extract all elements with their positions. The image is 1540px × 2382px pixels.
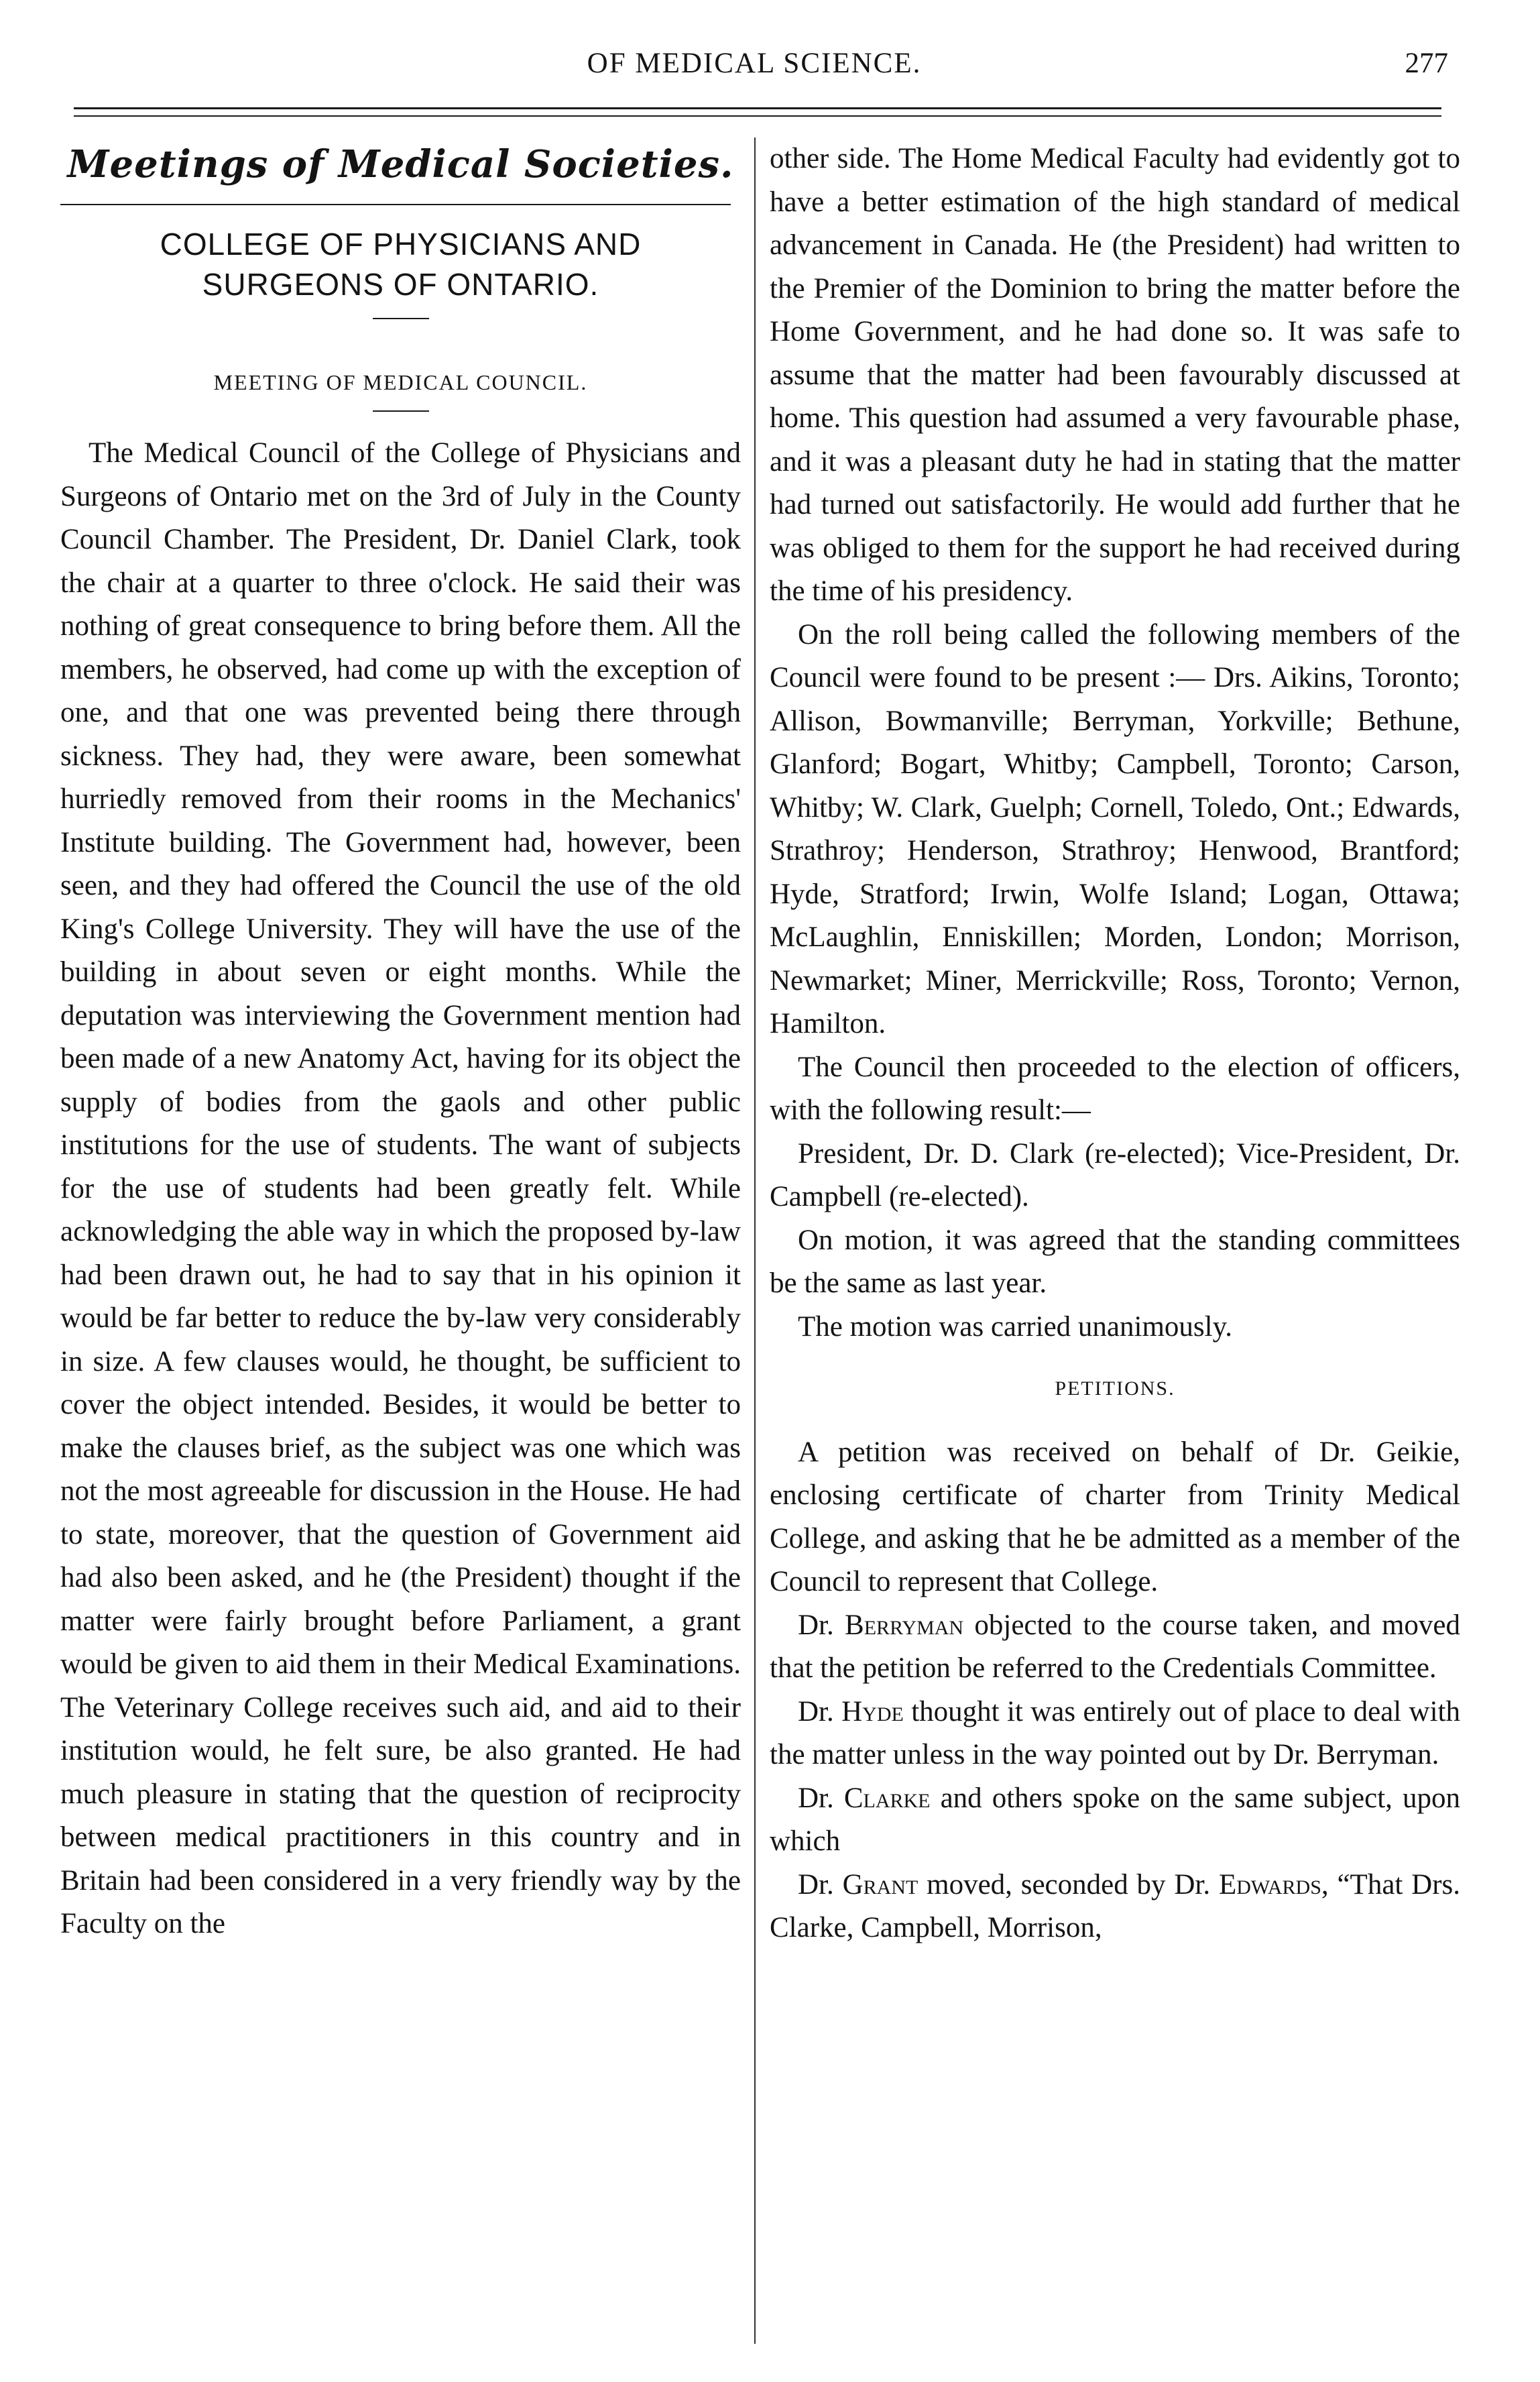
- paragraph: other side. The Home Medical Faculty had evidently got to have a better estimation of the high standard of medical advancement in Canada. He (the President) had written to the Premier of the Dominion to bring the matter before the Home Government, and he had done so. It was safe to assume that the matter had been favourably discussed at home. This question had assumed a very favourable phase, and it was a pleasant duty he had in stating that the matter had turned out satisfactorily. He would add further that he was obliged to them for the support he had received during the time of his presidency.: [770, 143, 1460, 607]
- paragraph: [770, 1777, 1460, 1864]
- column-divider: [754, 137, 756, 2344]
- short-rule: [373, 410, 429, 412]
- prefix: Dr.: [798, 1782, 834, 1814]
- paragraph-text: objected to the course taken, and moved that the petition be referred to the Credentials Committee.: [770, 1609, 1460, 1684]
- paragraph: The motion was carried unanimously.: [798, 1310, 1233, 1343]
- petitions-heading: PETITIONS.: [1055, 1377, 1175, 1400]
- left-column: [60, 137, 741, 1946]
- prefix: Dr.: [798, 1609, 834, 1641]
- section-heading: Meetings of Medical Societies.: [67, 142, 734, 186]
- speaker-name: Grant: [842, 1868, 919, 1901]
- paragraph: On motion, it was agreed that the standing committees be the same as last year.: [770, 1224, 1460, 1299]
- page-header: [60, 47, 1448, 87]
- speaker-name: Berryman: [845, 1609, 964, 1641]
- section-heading-rule: [60, 204, 731, 205]
- header-rule-top: [74, 107, 1441, 109]
- speaker-name: Clarke: [843, 1782, 931, 1814]
- prefix: Dr.: [798, 1695, 834, 1727]
- right-column: [770, 137, 1460, 1950]
- paragraph: The Council then proceeded to the election of officers, with the following result:—: [770, 1051, 1460, 1126]
- header-rule-bottom: [74, 115, 1441, 117]
- page-number: 277: [1405, 48, 1448, 79]
- meeting-title: MEETING OF MEDICAL COUNCIL.: [213, 370, 588, 394]
- speaker-name: Hyde: [841, 1695, 904, 1727]
- paragraph: The Medical Council of the College of Physicians and Surgeons of Ontario met on the 3rd of July in the County Council Chamber. The President, Dr. Daniel Clark, took the chair at a quarter to three o'clock. He said their was nothing of great consequence to bring before them. All the members, he observed, had come up with the exception of one, and that one was prevented being there through sickness. They had, they were aware, been somewhat hurriedly removed from their rooms in the Mechanics' Institute building. The Government had, however, been seen, and they had offered the Council the use of the old King's College University. They will have the use of the building in about seven or eight months. While the deputation was interviewing the Government mention had been made of a new Anatomy Act, having for its object the supply of bodies from the gaols and other public institutions for the use of students. The want of subjects for the use of students had been greatly felt. While acknowledging the able way in which the proposed by-law had been drawn out, he had to say that in his opinion it would be far better to reduce the by-law very considerably in size. A few clauses would, he thought, be sufficient to cover the object intended. Besides, it would be better to make the clauses brief, as the subject was one which was not the most agreeable for discussion in the House. He had to state, moreover, that the question of Government aid had also been asked, and he (the President) thought if the matter were fairly brought before Parliament, a grant would be given to aid them in their Medical Examinations. The Veterinary College receives such aid, and aid to their institution would, he felt sure, be also granted. He had much pleasure in stating that the question of reciprocity between medical practitioners in this country and in Britain had been considered in a very friendly way by the Faculty on the: [60, 437, 741, 1939]
- paragraph-text: thought it was entirely out of place to deal with the matter unless in the way pointed out by Dr. Berryman.: [770, 1695, 1461, 1770]
- college-name-line1: COLLEGE OF PHYSICIANS AND: [160, 226, 642, 262]
- paragraph-text: “That Drs. Clarke, Campbell, Morrison,: [770, 1868, 1461, 1943]
- paragraph: A petition was received on behalf of Dr. Geikie, enclosing certificate of charter from Trinity Medical College, and asking that he be admitted as a member of the Council to represent that College.: [770, 1436, 1460, 1597]
- paragraph: President, Dr. D. Clark (re-elected); Vice-President, Dr. Campbell (re-elected).: [770, 1137, 1460, 1212]
- running-head: OF MEDICAL SCIENCE.: [587, 48, 922, 79]
- paragraph: [770, 1604, 1460, 1691]
- college-name: [60, 224, 741, 304]
- college-name-line2: SURGEONS OF ONTARIO.: [202, 266, 599, 302]
- prefix: Dr.: [798, 1868, 834, 1901]
- short-rule: [373, 318, 429, 319]
- paragraph: [770, 1691, 1460, 1777]
- paragraph-text: moved, seconded by Dr.: [927, 1868, 1211, 1901]
- paragraph: On the roll being called the following members of the Council were found to be present :— Drs. Aikins, Toronto; Allison, Bowmanville; Berryman, Yorkville; Bethune, Glanford; Bogart, Whitby; Campbell, Toronto; Carson, Whitby; W. Clark, Guelph; Cornell, Toledo, Ont.; Edwards, Strathroy; Henderson, Strathroy; Henwood, Brantford; Hyde, Stratford; Irwin, Wolfe Island; Logan, Ottawa; McLaughlin, Enniskillen; Morden, London; Morrison, Newmarket; Miner, Merrickville; Ross, Toronto; Vernon, Hamilton.: [770, 618, 1460, 1039]
- speaker-name: Edwards,: [1218, 1868, 1329, 1901]
- paragraph-text: and others spoke on the same subject, upon which: [770, 1782, 1460, 1857]
- paragraph: [770, 1864, 1460, 1950]
